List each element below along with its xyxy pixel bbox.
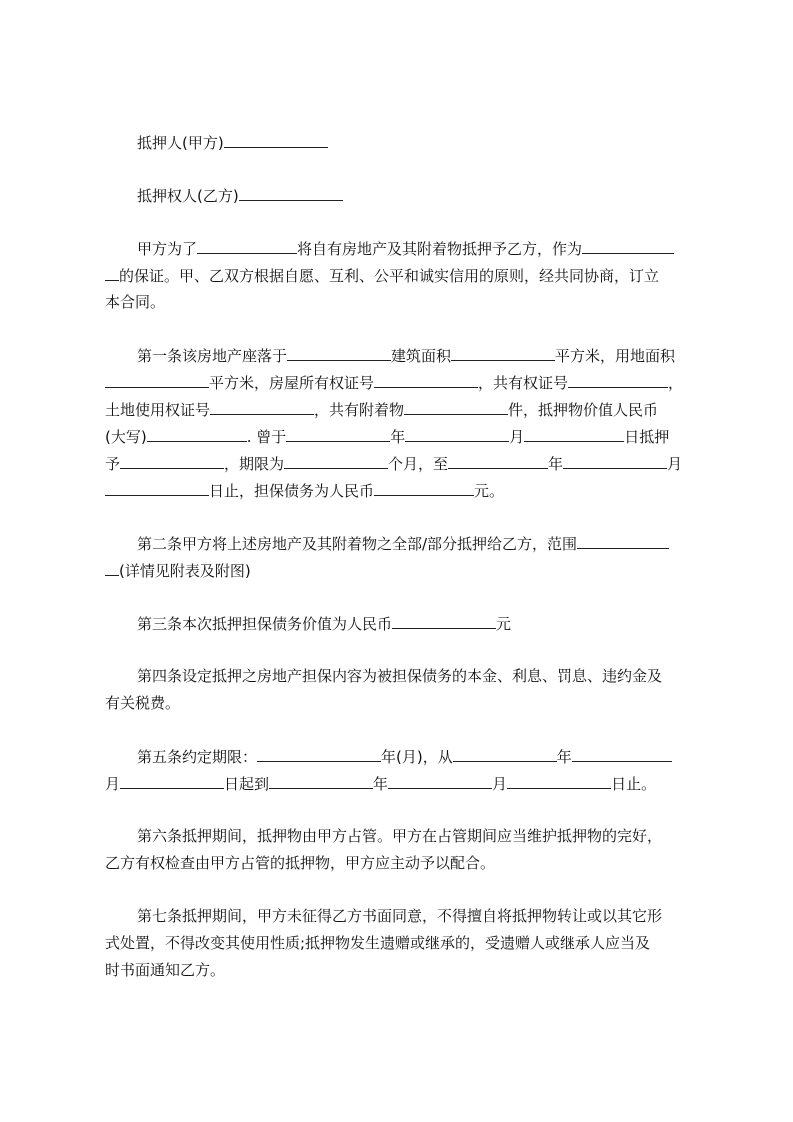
article1-text: 元。 bbox=[474, 482, 505, 500]
article5-line-1 bbox=[137, 746, 672, 767]
mortgagee-label: 抵押权人(乙方) bbox=[137, 187, 239, 205]
term-months-blank[interactable] bbox=[284, 453, 388, 469]
article5-text: 日起到 bbox=[224, 775, 270, 793]
start-year-blank[interactable] bbox=[453, 746, 557, 762]
article5-text: 日止。 bbox=[611, 775, 657, 793]
mortgagor-blank[interactable] bbox=[224, 132, 328, 148]
article2-text: 第二条甲方将上述房地产及其附着物之全部/部分抵押给乙方，范围 bbox=[137, 535, 578, 553]
period-length-blank[interactable] bbox=[257, 746, 381, 762]
mortgagee-blank[interactable] bbox=[239, 185, 343, 201]
article5-text: 年(月)，从 bbox=[381, 748, 453, 766]
article1-text: 平方米，房屋所有权证号 bbox=[209, 374, 375, 392]
article6-text: 第六条抵押期间，抵押物由甲方占管。甲方在占管期间应当维护抵押物的完好， bbox=[137, 827, 663, 845]
guarantee-blank[interactable] bbox=[582, 238, 674, 254]
article1-text: 日止，担保债务为人民币 bbox=[209, 482, 375, 500]
article1-line-2 bbox=[105, 372, 683, 393]
preamble-text: 甲方为了 bbox=[137, 240, 198, 258]
article6-line-2 bbox=[105, 853, 495, 873]
article6-text: 乙方有权检查由甲方占管的抵押物，甲方应主动予以配合。 bbox=[105, 854, 496, 872]
preamble-text: 将自有房地产及其附着物抵押予乙方，作为 bbox=[297, 240, 583, 258]
mortgagor-label: 抵押人(甲方) bbox=[137, 134, 224, 152]
preamble-line-3 bbox=[105, 292, 165, 312]
article1-line-6 bbox=[105, 480, 504, 501]
article4-text: 第四条设定抵押之房地产担保内容为被担保债务的本金、利息、罚息、违约金及 bbox=[137, 667, 663, 685]
land-area-blank[interactable] bbox=[105, 372, 209, 388]
article1-line-3 bbox=[105, 399, 658, 420]
article5-text: 月 bbox=[105, 775, 121, 793]
prior-month-blank[interactable] bbox=[405, 426, 509, 442]
article7-line-3 bbox=[105, 960, 225, 980]
scope-blank-cont[interactable] bbox=[105, 560, 119, 576]
article7-line-1 bbox=[137, 906, 662, 926]
article1-text: ， bbox=[668, 374, 684, 392]
mortgagee-line bbox=[137, 185, 343, 206]
prior-day-blank[interactable] bbox=[524, 426, 624, 442]
building-area-blank[interactable] bbox=[451, 345, 555, 361]
article1-line-1 bbox=[137, 345, 675, 366]
article2-line-2 bbox=[105, 560, 251, 581]
article1-text: 土地使用权证号 bbox=[105, 401, 211, 419]
article1-text: 第一条该房地产座落于 bbox=[137, 347, 288, 365]
preamble-text: 本合同。 bbox=[105, 293, 166, 311]
article1-text: ，期限为 bbox=[224, 455, 285, 473]
article1-text: 建筑面积 bbox=[391, 347, 452, 365]
article7-text: 时书面通知乙方。 bbox=[105, 961, 226, 979]
end-month-blank[interactable] bbox=[563, 453, 667, 469]
article1-text: ，共有附着物 bbox=[314, 401, 405, 419]
article7-line-2 bbox=[105, 933, 650, 953]
article6-line-1 bbox=[137, 826, 662, 846]
preamble-text: 的保证。甲、乙双方根据自愿、互利、公平和诚实信用的原则，经共同协商，订立 bbox=[119, 267, 660, 285]
location-blank[interactable] bbox=[287, 345, 391, 361]
article5-text: 年 bbox=[373, 775, 389, 793]
land-cert-blank[interactable] bbox=[210, 399, 314, 415]
prior-year-blank[interactable] bbox=[286, 426, 390, 442]
end-day-blank[interactable] bbox=[105, 480, 209, 496]
article1-text: 予 bbox=[105, 455, 121, 473]
article1-line-5 bbox=[105, 453, 682, 474]
purpose-blank[interactable] bbox=[197, 238, 297, 254]
mortgagor-line bbox=[137, 132, 328, 153]
article1-text: . 曾于 bbox=[246, 428, 287, 446]
debt-value-blank[interactable] bbox=[392, 613, 496, 629]
article1-line-4 bbox=[105, 426, 669, 447]
finish-day-blank[interactable] bbox=[507, 773, 611, 789]
article5-text: 年 bbox=[556, 748, 572, 766]
value-in-words-blank[interactable] bbox=[147, 426, 247, 442]
guarantee-blank-cont[interactable] bbox=[105, 265, 119, 281]
preamble-line-2 bbox=[105, 265, 659, 286]
article1-text: 平方米，用地面积 bbox=[555, 347, 676, 365]
start-month-blank[interactable] bbox=[572, 746, 672, 762]
article2-line-1 bbox=[137, 533, 669, 554]
article4-line-1 bbox=[137, 666, 662, 686]
article1-text: 月 bbox=[667, 455, 683, 473]
article3-text: 元 bbox=[496, 615, 512, 633]
article1-text: 个月，至 bbox=[388, 455, 449, 473]
guaranteed-debt-blank[interactable] bbox=[374, 480, 474, 496]
article5-line-2 bbox=[105, 773, 656, 794]
article7-text: 式处置，不得改变其使用性质;抵押物发生遗赠或继承的，受遗赠人或继承人应当及 bbox=[105, 934, 651, 952]
article7-text: 第七条抵押期间，甲方未征得乙方书面同意，不得擅自将抵押物转让或以其它形 bbox=[137, 907, 663, 925]
article1-text: 年 bbox=[548, 455, 564, 473]
preamble-line-1 bbox=[137, 238, 674, 259]
article2-text: (详情见附表及附图) bbox=[119, 562, 251, 580]
article1-text: 年 bbox=[390, 428, 406, 446]
start-day-blank[interactable] bbox=[120, 773, 224, 789]
scope-blank[interactable] bbox=[577, 533, 669, 549]
article4-line-2 bbox=[105, 693, 180, 713]
article4-text: 有关税费。 bbox=[105, 694, 181, 712]
prior-mortgagee-blank[interactable] bbox=[120, 453, 224, 469]
article5-text: 月 bbox=[492, 775, 508, 793]
finish-month-blank[interactable] bbox=[388, 773, 492, 789]
ownership-cert-blank[interactable] bbox=[374, 372, 478, 388]
co-ownership-cert-blank[interactable] bbox=[568, 372, 668, 388]
article5-text: 第五条约定期限： bbox=[137, 748, 258, 766]
article1-text: 日抵押 bbox=[624, 428, 670, 446]
attachments-count-blank[interactable] bbox=[404, 399, 508, 415]
article1-text: ，共有权证号 bbox=[478, 374, 569, 392]
article1-text: 件，抵押物价值人民币 bbox=[508, 401, 659, 419]
article3-text: 第三条本次抵押担保债务价值为人民币 bbox=[137, 615, 393, 633]
article1-text: (大写) bbox=[105, 428, 147, 446]
finish-year-blank[interactable] bbox=[269, 773, 373, 789]
article1-text: 月 bbox=[509, 428, 525, 446]
end-year-blank[interactable] bbox=[448, 453, 548, 469]
article3-line bbox=[137, 613, 511, 634]
